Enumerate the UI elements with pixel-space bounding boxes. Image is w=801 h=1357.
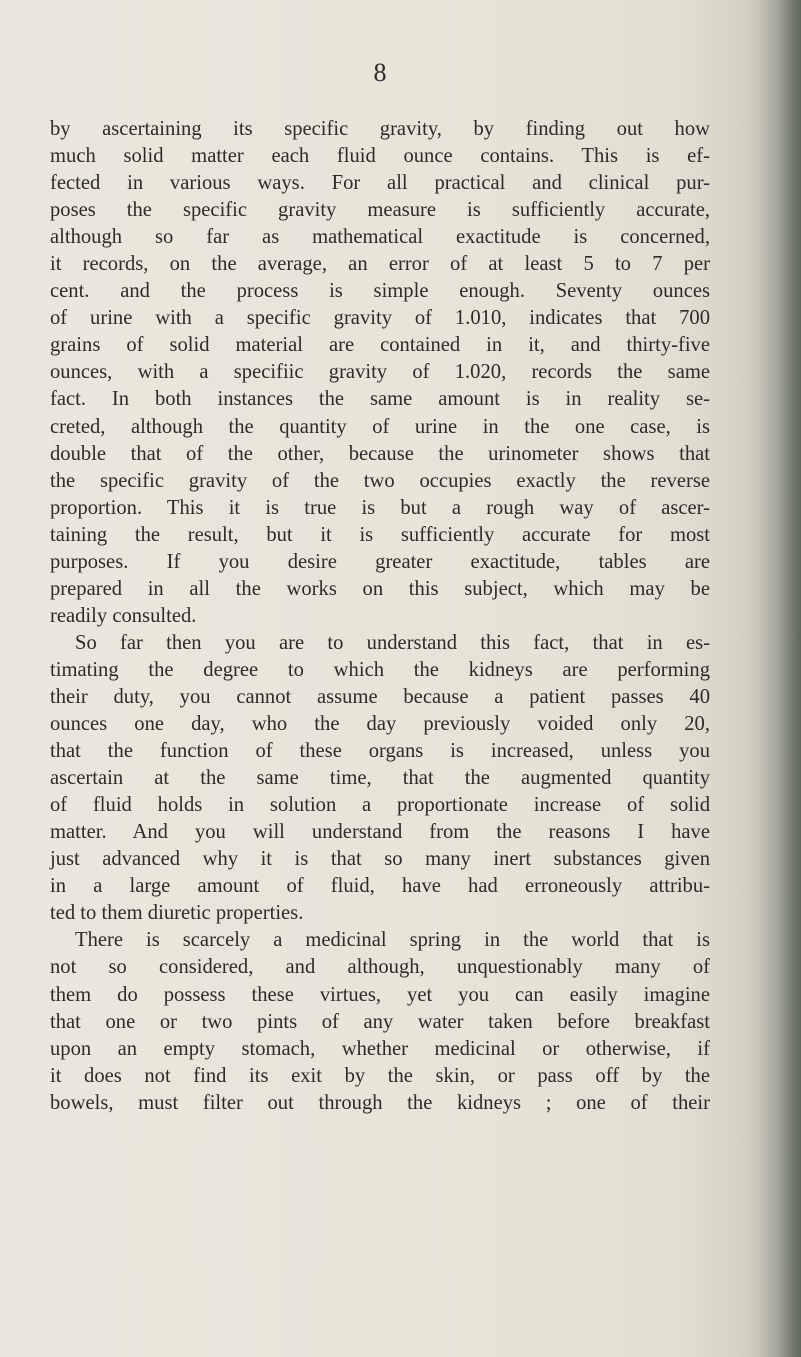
text-line: cent. and the process is simple enough. Seventy ounces (50, 280, 710, 303)
text-line: the specific gravity of the two occupies exactly the reverse (50, 469, 710, 492)
text-line: matter. And you will understand from the reasons I have (50, 821, 710, 844)
text-line: taining the result, but it is sufficiently accurate for most (50, 523, 710, 546)
text-line: purposes. If you desire greater exactitude, tables are (50, 550, 710, 573)
text-line: fact. In both instances the same amount is in reality se- (50, 388, 710, 411)
text-line: double that of the other, because the urinometer shows that (50, 442, 710, 465)
text-line: that the function of these organs is increased, unless you (50, 740, 710, 763)
text-line: it records, on the average, an error of at least 5 to 7 per (50, 253, 710, 276)
text-line: it does not find its exit by the skin, or pass off by the (50, 1064, 710, 1087)
text-line: in a large amount of fluid, have had erroneously attribu- (50, 875, 710, 898)
body-text (50, 116, 710, 1117)
text-line: ounces one day, who the day previously voided only 20, (50, 713, 710, 736)
page-edge-shadow (757, 0, 801, 1357)
text-line: ascertain at the same time, that the augmented quantity (50, 767, 710, 790)
text-line: just advanced why it is that so many inert substances given (50, 848, 710, 871)
text-line: creted, although the quantity of urine in the one case, is (50, 415, 710, 438)
text-line: that one or two pints of any water taken before breakfast (50, 1010, 710, 1033)
text-line: although so far as mathematical exactitude is concerned, (50, 226, 710, 249)
text-line: of fluid holds in solution a proportionate increase of solid (50, 794, 710, 817)
text-line: timating the degree to which the kidneys are performing (50, 658, 710, 681)
text-line: them do possess these virtues, yet you can easily imagine (50, 983, 710, 1006)
text-line: poses the specific gravity measure is sufficiently accurate, (50, 199, 710, 222)
text-line: their duty, you cannot assume because a patient passes 40 (50, 685, 710, 708)
text-line: upon an empty stomach, whether medicinal or otherwise, if (50, 1037, 710, 1060)
text-line: readily consulted. (50, 604, 197, 627)
text-line: of urine with a specific gravity of 1.010, indicates that 700 (50, 307, 710, 330)
text-line: much solid matter each fluid ounce contains. This is ef- (50, 145, 710, 168)
text-line: There is scarcely a medicinal spring in the world that is (75, 929, 710, 952)
text-line: prepared in all the works on this subject, which may be (50, 577, 710, 600)
page-number: 8 (373, 58, 387, 87)
text-line: not so considered, and although, unquestionably many of (50, 956, 710, 979)
text-line: proportion. This it is true is but a rough way of ascer- (50, 496, 710, 519)
text-line: ounces, with a specifiic gravity of 1.020, records the same (50, 361, 710, 384)
text-line: So far then you are to understand this fact, that in es- (75, 631, 710, 654)
text-line: grains of solid material are contained in it, and thirty-five (50, 334, 710, 357)
text-line: bowels, must filter out through the kidneys ; one of their (50, 1091, 710, 1114)
text-line: ted to them diuretic properties. (50, 902, 304, 925)
text-line: by ascertaining its specific gravity, by finding out how (50, 118, 710, 140)
text-line: fected in various ways. For all practical and clinical pur- (50, 172, 710, 195)
